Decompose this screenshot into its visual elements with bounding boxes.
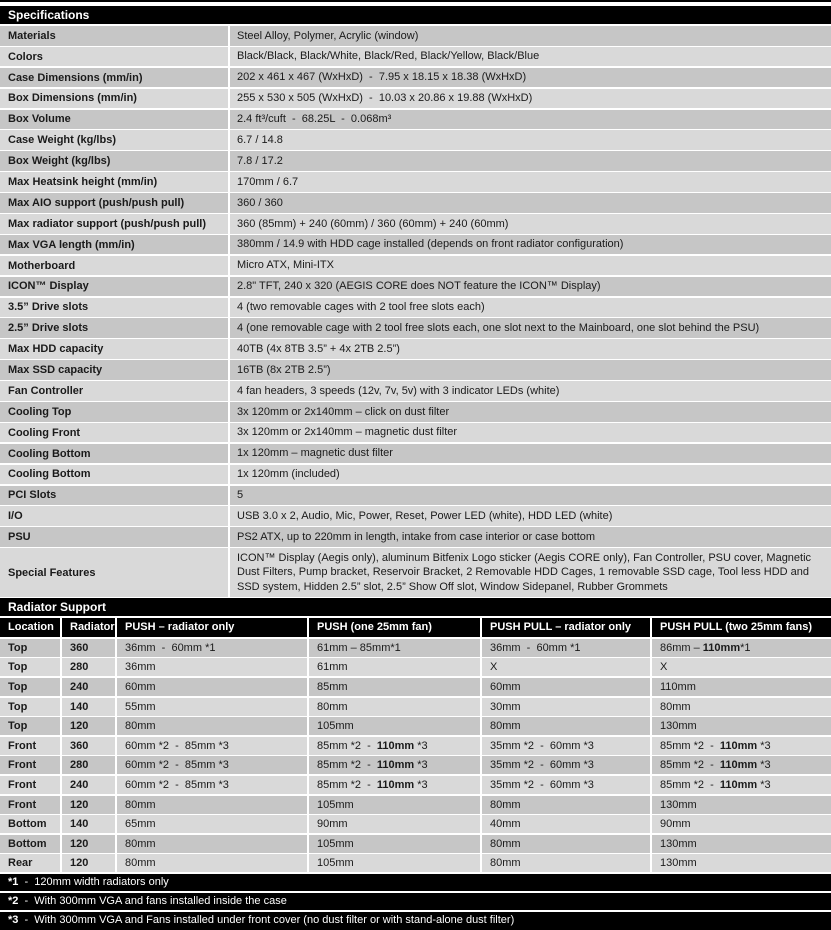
spec-row (0, 381, 831, 401)
radiator-value-segment: 40mm (490, 818, 521, 831)
radiator-location-cell: Top (0, 698, 60, 716)
radiator-location-cell: Top (0, 639, 60, 657)
radiator-value-segment: 105mm (317, 837, 354, 850)
radiator-value-cell (309, 737, 480, 755)
radiator-value-segment: 60mm (125, 680, 156, 693)
spec-row-label: Max radiator support (push/push pull) (0, 214, 228, 234)
radiator-location-cell: Bottom (0, 815, 60, 833)
radiator-value-segment: 80mm (490, 720, 521, 733)
radiator-value-segment: 130mm (660, 720, 697, 733)
spec-row-value (230, 151, 831, 171)
spec-row (0, 193, 831, 213)
radiator-value-cell (652, 698, 831, 716)
radiator-value-cell (309, 756, 480, 774)
radiator-value-cell (652, 835, 831, 853)
radiator-location-cell: Front (0, 756, 60, 774)
spec-row-value-text: 202 x 461 x 467 (WxHxD) - 7.95 x 18.15 x 18.38 (WxHxD) (237, 71, 527, 84)
spec-row-value (230, 256, 831, 276)
radiator-location-cell: Top (0, 678, 60, 696)
radiator-value-cell (482, 815, 650, 833)
radiator-footnotes (0, 874, 831, 930)
radiator-header-row (0, 618, 831, 637)
radiator-value-cell (482, 639, 650, 657)
spec-row-value-text: 40TB (4x 8TB 3.5” + 4x 2TB 2.5”) (237, 342, 400, 355)
spec-row-value-text: 7.8 / 17.2 (237, 154, 283, 167)
radiator-support-table (0, 618, 831, 872)
spec-row-value-text: 4 (one removable cage with 2 tool free slots each, one slot next to the Mainboard, one slot behind the PSU) (237, 321, 760, 334)
spec-row-value (230, 277, 831, 297)
spec-row-label: Special Features (0, 548, 228, 597)
radiator-value-cell (309, 815, 480, 833)
radiator-value-cell (117, 815, 307, 833)
radiator-value-cell (482, 854, 650, 872)
radiator-row (0, 639, 831, 657)
spec-row-label: Max Heatsink height (mm/in) (0, 172, 228, 192)
radiator-row (0, 796, 831, 814)
spec-row-label: Case Dimensions (mm/in) (0, 68, 228, 88)
radiator-row (0, 678, 831, 696)
spec-row-value (230, 89, 831, 109)
spec-row-value (230, 26, 831, 46)
spec-row-value (230, 506, 831, 526)
spec-row (0, 423, 831, 443)
radiator-value-cell (482, 658, 650, 676)
spec-row-value (230, 360, 831, 380)
radiator-value-segment: 35mm *2 - 60mm *3 (490, 759, 594, 772)
radiator-size-cell: 360 (62, 639, 115, 657)
spec-row-value (230, 527, 831, 547)
radiator-size-cell: 360 (62, 737, 115, 755)
radiator-value-cell (117, 717, 307, 735)
radiator-value-segment: 105mm (317, 720, 354, 733)
radiator-size-cell: 140 (62, 698, 115, 716)
spec-row-value-text: 1x 120mm (included) (237, 468, 340, 481)
radiator-row (0, 698, 831, 716)
radiator-value-cell (117, 698, 307, 716)
radiator-value-segment: *3 (414, 759, 428, 772)
spec-row-label: ICON™ Display (0, 277, 228, 297)
radiator-value-segment: 61mm (317, 661, 348, 674)
radiator-value-segment: 61mm – 85mm*1 (317, 641, 401, 654)
radiator-value-segment: 110mm (719, 759, 758, 772)
spec-row-label: Max HDD capacity (0, 339, 228, 359)
spec-row (0, 444, 831, 464)
spec-row-value-text: USB 3.0 x 2, Audio, Mic, Power, Reset, Power LED (white), HDD LED (white) (237, 509, 613, 522)
spec-row (0, 214, 831, 234)
spec-row-label: 3.5” Drive slots (0, 298, 228, 318)
radiator-value-segment: 80mm (125, 837, 156, 850)
spec-row-value-text: 380mm / 14.9 with HDD cage installed (depends on front radiator configuration) (237, 238, 624, 251)
radiator-value-segment: *3 (757, 759, 771, 772)
radiator-value-cell (309, 854, 480, 872)
radiator-value-segment: 85mm *2 - (660, 759, 720, 772)
spec-row-value (230, 172, 831, 192)
spec-row-value (230, 68, 831, 88)
radiator-value-segment: 80mm (317, 700, 348, 713)
radiator-location-cell: Top (0, 717, 60, 735)
radiator-value-cell (652, 658, 831, 676)
radiator-value-segment: 85mm *2 - (660, 778, 720, 791)
spec-row (0, 256, 831, 276)
radiator-size-cell: 120 (62, 717, 115, 735)
radiator-location-cell: Rear (0, 854, 60, 872)
radiator-value-cell (482, 737, 650, 755)
radiator-value-segment: 80mm (490, 798, 521, 811)
radiator-value-cell (117, 737, 307, 755)
radiator-value-cell (482, 678, 650, 696)
spec-row-value (230, 47, 831, 67)
radiator-size-cell: 120 (62, 796, 115, 814)
radiator-location-cell: Bottom (0, 835, 60, 853)
spec-row-value-text: 1x 120mm – magnetic dust filter (237, 447, 393, 460)
spec-row-label: Box Weight (kg/lbs) (0, 151, 228, 171)
spec-row-value-text: 2.8" TFT, 240 x 320 (AEGIS CORE does NOT feature the ICON™ Display) (237, 280, 601, 293)
spec-row (0, 506, 831, 526)
radiator-value-segment: 105mm (317, 798, 354, 811)
radiator-value-cell (482, 776, 650, 794)
radiator-value-segment: *3 (757, 739, 771, 752)
top-border-line (0, 0, 831, 2)
radiator-support-section-title: Radiator Support (0, 598, 831, 616)
radiator-row (0, 717, 831, 735)
spec-row-value-text: 170mm / 6.7 (237, 175, 299, 188)
radiator-value-segment: 85mm *2 - (660, 739, 720, 752)
radiator-size-cell: 240 (62, 678, 115, 696)
spec-row-value (230, 235, 831, 255)
spec-row-value (230, 381, 831, 401)
footnote-marker: *2 (8, 894, 19, 907)
spec-row-value-text: 4 (two removable cages with 2 tool free slots each) (237, 301, 485, 314)
radiator-size-cell: 140 (62, 815, 115, 833)
radiator-size-cell: 240 (62, 776, 115, 794)
radiator-value-cell (117, 835, 307, 853)
radiator-location-cell: Front (0, 776, 60, 794)
radiator-location-cell: Top (0, 658, 60, 676)
radiator-size-cell: 280 (62, 756, 115, 774)
spec-row-value-text: PS2 ATX, up to 220mm in length, intake from case interior or case bottom (237, 530, 596, 543)
radiator-row (0, 658, 831, 676)
radiator-value-cell (117, 639, 307, 657)
spec-row-label: I/O (0, 506, 228, 526)
spec-row-value (230, 130, 831, 150)
spec-row-value (230, 214, 831, 234)
radiator-value-segment: 85mm *2 - (317, 739, 377, 752)
radiator-value-segment: 36mm (125, 661, 156, 674)
radiator-column-header: Location (0, 618, 60, 637)
radiator-value-segment: 80mm (490, 837, 521, 850)
radiator-value-segment: 30mm (490, 700, 521, 713)
spec-row-value (230, 318, 831, 338)
radiator-value-cell (482, 756, 650, 774)
radiator-value-segment: 110mm (719, 778, 758, 791)
radiator-value-segment: X (660, 661, 668, 674)
radiator-value-segment: 65mm (125, 818, 156, 831)
spec-row-label: Cooling Top (0, 402, 228, 422)
spec-row (0, 130, 831, 150)
radiator-rows (0, 639, 831, 873)
radiator-footnote (0, 912, 831, 930)
spec-row-label: Box Dimensions (mm/in) (0, 89, 228, 109)
radiator-value-cell (652, 717, 831, 735)
footnote-text: - With 300mm VGA and Fans installed under front cover (no dust filter or with stand-alone dust filter) (18, 914, 515, 927)
spec-row-label: PSU (0, 527, 228, 547)
spec-row-value-text: 360 / 360 (237, 196, 283, 209)
spec-row-label: Max AIO support (push/push pull) (0, 193, 228, 213)
radiator-value-cell (652, 776, 831, 794)
spec-row (0, 360, 831, 380)
radiator-value-segment: 80mm (125, 798, 156, 811)
radiator-value-segment: 85mm *2 - (317, 759, 377, 772)
spec-row (0, 89, 831, 109)
radiator-size-cell: 280 (62, 658, 115, 676)
spec-row-label: Case Weight (kg/lbs) (0, 130, 228, 150)
radiator-value-segment: 80mm (490, 857, 521, 870)
spec-row (0, 465, 831, 485)
radiator-value-segment: 80mm (125, 857, 156, 870)
spec-row (0, 172, 831, 192)
radiator-value-cell (309, 658, 480, 676)
radiator-value-segment: 35mm *2 - 60mm *3 (490, 739, 594, 752)
radiator-column-header: Radiator (62, 618, 115, 637)
radiator-value-cell (117, 854, 307, 872)
spec-row-label: Cooling Bottom (0, 465, 228, 485)
radiator-value-segment: 35mm *2 - 60mm *3 (490, 778, 594, 791)
spec-row-label: 2.5” Drive slots (0, 318, 228, 338)
specifications-section-title: Specifications (0, 6, 831, 24)
spec-row-label: Cooling Bottom (0, 444, 228, 464)
radiator-row (0, 815, 831, 833)
radiator-value-segment: 90mm (317, 818, 348, 831)
radiator-value-segment: 110mm (376, 778, 415, 791)
radiator-value-segment: 130mm (660, 837, 697, 850)
radiator-value-cell (482, 835, 650, 853)
radiator-column-header: PUSH PULL – radiator only (482, 618, 650, 637)
spec-row-value (230, 402, 831, 422)
radiator-value-segment: 36mm - 60mm *1 (490, 641, 581, 654)
radiator-value-cell (309, 717, 480, 735)
radiator-value-cell (309, 698, 480, 716)
radiator-value-segment: 60mm *2 - 85mm *3 (125, 759, 229, 772)
radiator-value-segment: 85mm (317, 680, 348, 693)
radiator-value-cell (309, 678, 480, 696)
footnote-text: - With 300mm VGA and fans installed inside the case (18, 894, 287, 907)
radiator-value-segment: 36mm - 60mm *1 (125, 641, 216, 654)
radiator-value-cell (309, 639, 480, 657)
radiator-value-cell (117, 658, 307, 676)
radiator-value-segment: 130mm (660, 798, 697, 811)
radiator-row (0, 776, 831, 794)
radiator-value-cell (652, 678, 831, 696)
spec-row-value (230, 110, 831, 130)
radiator-location-cell: Front (0, 737, 60, 755)
spec-row-value (230, 193, 831, 213)
spec-row-value (230, 339, 831, 359)
spec-row (0, 277, 831, 297)
spec-row-value-text: 255 x 530 x 505 (WxHxD) - 10.03 x 20.86 x 19.88 (WxHxD) (237, 92, 533, 105)
spec-row-label: Max SSD capacity (0, 360, 228, 380)
radiator-value-cell (117, 796, 307, 814)
spec-row (0, 402, 831, 422)
spec-row-value (230, 548, 831, 597)
radiator-value-segment: 85mm *2 - (317, 778, 377, 791)
radiator-value-segment: 110mm (376, 739, 415, 752)
spec-row-label: Cooling Front (0, 423, 228, 443)
spec-row-value-text: 16TB (8x 2TB 2.5”) (237, 363, 331, 376)
spec-row-label: Max VGA length (mm/in) (0, 235, 228, 255)
radiator-value-segment: 60mm *2 - 85mm *3 (125, 778, 229, 791)
spec-row (0, 151, 831, 171)
radiator-value-segment: *3 (414, 739, 428, 752)
spec-row (0, 235, 831, 255)
spec-row-value-text: Steel Alloy, Polymer, Acrylic (window) (237, 29, 419, 42)
spec-row (0, 68, 831, 88)
spec-row-value (230, 486, 831, 506)
radiator-value-cell (482, 796, 650, 814)
radiator-row (0, 835, 831, 853)
radiator-size-cell: 120 (62, 835, 115, 853)
radiator-value-cell (482, 698, 650, 716)
radiator-value-segment: *3 (414, 778, 428, 791)
radiator-value-segment: 110mm (719, 739, 758, 752)
radiator-row (0, 756, 831, 774)
spec-row (0, 110, 831, 130)
spec-row-value-text: 4 fan headers, 3 speeds (12v, 7v, 5v) with 3 indicator LEDs (white) (237, 384, 560, 397)
radiator-value-segment: *3 (757, 778, 771, 791)
radiator-value-cell (482, 717, 650, 735)
spec-row-value-text: ICON™ Display (Aegis only), aluminum Bitfenix Logo sticker (Aegis CORE only), Fan Controller, PSU cover, Magnetic Dust Filters, Pump bracket, Reservoir Bracket, 2 Removable HDD Cages, 1 removable SSD cage, Tool less HDD and SSD system, Hidden 2.5” slot, 2.5” Show Off slot, Window Sidepanel, Rubber Grommets (237, 551, 815, 593)
spec-row (0, 298, 831, 318)
spec-row (0, 318, 831, 338)
spec-row-label: PCI Slots (0, 486, 228, 506)
radiator-value-cell (652, 737, 831, 755)
spec-row (0, 26, 831, 46)
radiator-value-segment: *1 (740, 641, 751, 654)
spec-row (0, 527, 831, 547)
spec-row-value (230, 465, 831, 485)
radiator-row (0, 737, 831, 755)
footnote-marker: *3 (8, 914, 19, 927)
radiator-value-segment: 86mm – (660, 641, 703, 654)
spec-row-label: Fan Controller (0, 381, 228, 401)
spec-row-value-text: Black/Black, Black/White, Black/Red, Black/Yellow, Black/Blue (237, 50, 540, 63)
spec-row-label: Colors (0, 47, 228, 67)
spec-row-value-text: 6.7 / 14.8 (237, 133, 283, 146)
radiator-column-header: PUSH (one 25mm fan) (309, 618, 480, 637)
radiator-location-cell: Front (0, 796, 60, 814)
spec-row-value (230, 423, 831, 443)
spec-row-value-text: 360 (85mm) + 240 (60mm) / 360 (60mm) + 240 (60mm) (237, 217, 509, 230)
radiator-value-cell (309, 835, 480, 853)
radiator-value-segment: 110mm (702, 641, 741, 654)
radiator-value-cell (117, 776, 307, 794)
radiator-value-cell (117, 756, 307, 774)
radiator-value-cell (309, 776, 480, 794)
spec-row-value-text: 5 (237, 489, 244, 502)
radiator-value-segment: 55mm (125, 700, 156, 713)
radiator-column-header: PUSH PULL (two 25mm fans) (652, 618, 831, 637)
spec-row (0, 47, 831, 67)
radiator-footnote (0, 893, 831, 911)
spec-row-value-text: 3x 120mm or 2x140mm – magnetic dust filter (237, 426, 458, 439)
spec-row-value-text: 3x 120mm or 2x140mm – click on dust filter (237, 405, 450, 418)
radiator-value-segment: 105mm (317, 857, 354, 870)
radiator-value-cell (117, 678, 307, 696)
spec-row-value-text: Micro ATX, Mini-ITX (237, 259, 334, 272)
footnote-marker: *1 (8, 875, 19, 888)
spec-row-value-text: 2.4 ft³/cuft - 68.25L - 0.068m³ (237, 113, 392, 126)
spec-row-value (230, 298, 831, 318)
radiator-footnote (0, 874, 831, 892)
radiator-value-cell (652, 639, 831, 657)
spec-row (0, 548, 831, 597)
radiator-value-segment: 130mm (660, 857, 697, 870)
radiator-value-segment: 80mm (660, 700, 691, 713)
spec-row-label: Box Volume (0, 110, 228, 130)
radiator-value-cell (309, 796, 480, 814)
spec-row (0, 486, 831, 506)
spec-row-label: Materials (0, 26, 228, 46)
radiator-size-cell: 120 (62, 854, 115, 872)
radiator-value-segment: 90mm (660, 818, 691, 831)
radiator-value-cell (652, 815, 831, 833)
radiator-value-segment: X (490, 661, 498, 674)
radiator-value-segment: 110mm (376, 759, 415, 772)
footnote-text: - 120mm width radiators only (18, 875, 169, 888)
specifications-table (0, 26, 831, 597)
radiator-value-segment: 60mm *2 - 85mm *3 (125, 739, 229, 752)
radiator-value-segment: 60mm (490, 680, 521, 693)
radiator-row (0, 854, 831, 872)
radiator-value-segment: 80mm (125, 720, 156, 733)
radiator-value-cell (652, 854, 831, 872)
radiator-value-cell (652, 796, 831, 814)
spec-row-value (230, 444, 831, 464)
radiator-column-header: PUSH – radiator only (117, 618, 307, 637)
radiator-value-segment: 110mm (660, 680, 696, 693)
spec-row-label: Motherboard (0, 256, 228, 276)
radiator-value-cell (652, 756, 831, 774)
spec-row (0, 339, 831, 359)
